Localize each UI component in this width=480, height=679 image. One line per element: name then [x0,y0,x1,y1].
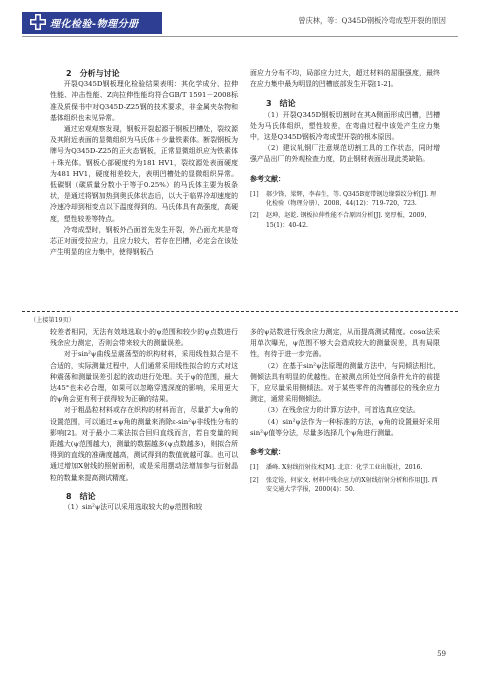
reference-item [250,476,440,495]
references-heading: 参考文献： [250,174,285,183]
logo-cross-icon [30,14,46,30]
paragraph: 对于sin²ψ曲线呈震荡型的织构材料，采用线性拟合是不合适的，实际测量过程中，人们通常采用线性拟合的方式对这种震荡和测量误差引起的波动进行处理。关于ψ的范围，最大达45°也未必合理，如果可以忽略穿透深度的影响，采用更大的ψ角会更有利于获得较为正确的结果。 [50,350,238,404]
paragraph: （2）建议轧钢厂注意规范切割工具的工作状态，同时增强产品出厂的外观检查力度，防止钢材表面出现此类缺陷。 [250,144,440,164]
top-left-column [50,68,238,258]
page-header [0,0,480,38]
reference-text: 赵坤，赵乾. 钢板拉伸性能不合原因分析[J]. 宽厚板，2009，15(1)：40-42. [266,212,431,229]
paragraph: 面应力分布不均，局部应力过大，超过材料的屈服强度，最终在应力集中最为明显的凹槽底部发生开裂[1-2]。 [250,69,440,89]
header-divider [22,36,458,37]
reference-number: [1] [250,190,259,198]
paragraph: 通过宏观观察发现，钢板开裂起源于钢板凹槽处，裂纹源及其附近表面的显微组织为马氏体＋少量铁素体。断裂钢板为牌号为Q345D-Z25的正火态钢板，正常显微组织应为铁素体＋珠光体。钢板心部硬度约为181 HV1，裂纹源处表面硬度为481 HV1，硬度相差较大，表明凹槽处的显微组织异常。低碳钢（碳质量分数小于等于0.25%）的马氏体主要为板条状，是通过将钢加热到奥氏体状态后，以大于临界冷却速度的冷速冷却到相变点以下温度得到的。马氏体具有高强度，高硬度，塑性较差等特点。 [50,125,238,223]
reference-item [250,211,440,230]
reference-number: [1] [250,464,259,472]
continued-note: （上接第19页） [30,317,75,324]
article-separator [22,311,458,312]
paragraph: （4）sin²ψ法作为一种标准的方法，ψ角的设置最好采用sin²ψ值等分法，尽量多选择几个ψ角进行测量。 [250,417,440,437]
reference-number: [2] [250,476,259,484]
section-heading: 3 结论 [266,99,296,109]
paragraph: 多的ψ站数进行残余应力测定，从而提高测试精度。cosα法采用单次曝光，ψ范围不够大会造成较大的测量误差，具有局限性，有待于进一步完善。 [250,328,440,359]
paragraph: （1）开裂Q345D钢板切割时在其A侧面形成凹槽，凹槽处为马氏体组织，塑性较差，在弯曲过程中该处产生应力集中，这是Q345D钢板冷弯成型开裂的根本原因。 [250,110,440,142]
running-title: 曾庆林，等：Q345D钢板冷弯成型开裂的原因 [298,16,446,25]
paragraph: （2）在基于sin²ψ法原理的测量方法中，与同倾法相比，侧倾法具有明显的优越性。在被测点所处空间条件允许的前提下，应尽量采用侧倾法。对于某些零件的沟槽部位的残余应力测定，通常采用侧倾法。 [250,361,440,404]
paragraph: 较差者相同，无法有效地选取小的ψ范围和较少的ψ点数进行残余应力测定，否则会带来较大的测量误差。 [50,328,238,348]
references-heading: 参考文献： [250,448,285,457]
paragraph: 开裂Q345D钢板理化检验结果表明：其化学成分、拉伸性能、冲击性能、Z向拉伸性能均符合GB/T 1591－2008标准及质保书中对Q345D-Z25钢的技术要求，非金属夹杂物和基体组织也未见异常。 [50,80,238,122]
reference-item [250,190,440,209]
paragraph: （3）在残余应力的计算方法中，可首选真应变法。 [263,406,420,415]
bottom-right-column [250,327,440,497]
paragraph: 对于粗晶粒材料或存在织构的材料而言，尽量扩大ψ角的设置范围，可以通过±ψ角的测量来消除ε-sin²ψ非线性分布的影响[2]。对于最小二乘法拟合回归直线而言，若自变量的间距越大(ψ范围越大)，测量的数据越多(ψ点数越多)，则拟合所得到的直线的准确度越高，测试得到的数值就越可靠。也可以通过增加X射线的照射面积，或是采用摆动法增加参与衍射晶粒的数量来提高测试精度。 [50,406,238,482]
top-right-column [250,68,440,233]
reference-text: 潘峰. X射线衍射技术[M]. 北京：化学工业出版社，2016. [266,464,423,472]
section-heading: 8 结论 [66,491,96,501]
reference-item [250,463,440,472]
journal-name: 理化检验-物理分册 [50,19,139,30]
bottom-left-column [50,327,238,513]
paragraph: 冷弯成型时，钢板外凸面首先发生开裂，外凸面尤其是弯芯正对面受拉应力，且应力较大，若存在凹槽，必定会在该处产生明显的应力集中，使得钢板凸 [50,225,238,257]
paragraph: （1）sin²ψ法可以采用选取较大的ψ范围和较 [63,503,203,512]
reference-text: 郝少锋，梁辉，李春生，等. Q345B宽带钢边缘裂纹分析[J]. 理化检验（物理分册），2008，44(12)：719-720，723. [266,190,437,208]
reference-number: [2] [250,212,259,220]
section-heading: 2 分析与讨论 [66,69,120,78]
reference-text: 张定铨，何家文. 材料中残余应力的X射线衍射分析和作用[J]. 西安交通大学学报，2000(4)：50. [266,476,438,493]
page-number: 59 [437,650,446,658]
